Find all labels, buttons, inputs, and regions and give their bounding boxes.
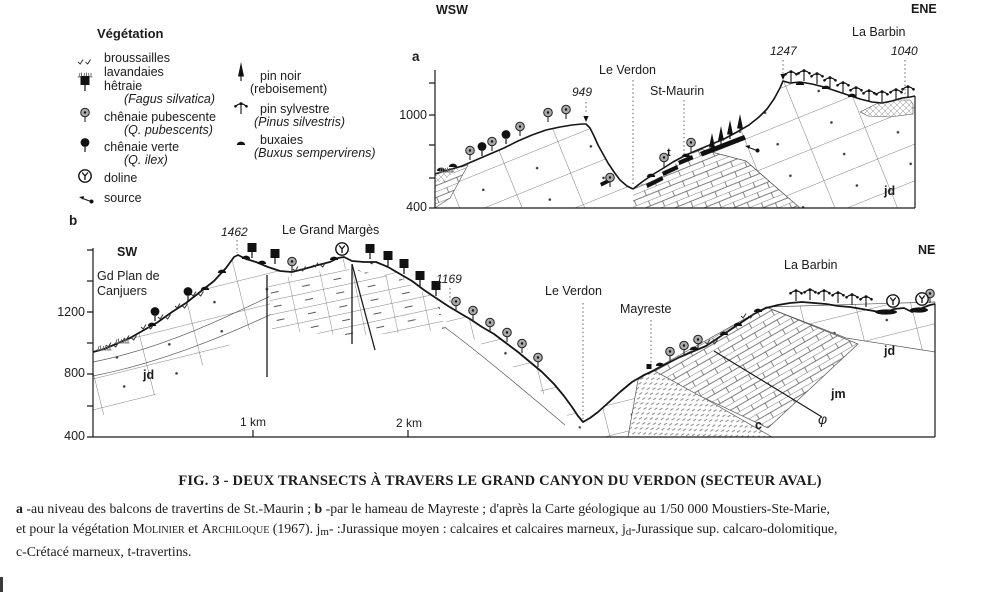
place-la-barbin-a: La Barbin (852, 25, 906, 39)
caption-text: -par le hameau de Mayreste ; d'après la Carte géologique au 1/50 000 Moustiers-Ste-Marie, (322, 501, 830, 516)
geo-label-t: t (667, 147, 671, 159)
caption-text: - :Jurassique moyen : calcaires et calcaires marneux, (328, 521, 622, 536)
section-letter-a: a (412, 49, 420, 64)
axis-b-400: 400 (64, 429, 85, 443)
legend-sub-reboisement: (reboisement) (250, 82, 328, 96)
caption-bold-a: a (16, 501, 23, 516)
legend-label: pin sylvestre (260, 102, 330, 116)
legend-label: source (104, 191, 142, 205)
geo-label-jd-b-right: jd (884, 344, 896, 358)
legend-latin-buxus: (Buxus sempervirens) (254, 146, 376, 160)
place-la-barbin-b: La Barbin (784, 258, 838, 272)
caption-geo-jd-sub: d (625, 526, 632, 538)
caption-bold-b: b (314, 501, 323, 516)
legend-label: chênaie verte (104, 140, 180, 154)
hetraie-icon (72, 78, 98, 93)
transect-a (429, 60, 915, 208)
source-icon (72, 190, 98, 205)
elevation-1040: 1040 (891, 44, 918, 58)
caption-line-1 (16, 501, 988, 517)
scale-1km: 1 km (240, 415, 267, 429)
figure-caption-title: FIG. 3 - DEUX TRANSECTS À TRAVERS LE GRAND CANYON DU VERDON (SECTEUR AVAL) (178, 473, 822, 489)
caption-line-2 (16, 521, 988, 538)
scan-artifact (0, 577, 3, 592)
place-le-verdon-a: Le Verdon (599, 63, 656, 77)
geo-label-jd-b-left: jd (143, 368, 155, 382)
pin-sylvestre-icon (228, 101, 254, 116)
elevation-1247: 1247 (770, 44, 797, 58)
mayreste-hamlet-symbol (647, 364, 652, 369)
scale-2km: 2 km (396, 416, 423, 430)
caption-geo-jm-sub: m (320, 526, 329, 538)
elevation-1462: 1462 (221, 225, 248, 239)
compass-sw: SW (117, 245, 138, 259)
caption-geo-jd: j (621, 521, 626, 536)
caption-text: -Jurassique sup. calcaro-dolomitique, (631, 521, 838, 536)
place-st-maurin: St-Maurin (650, 84, 705, 98)
legend-item-source (72, 190, 142, 205)
legend-label: chênaie pubescente (104, 110, 216, 124)
legend-item-buxaies (228, 132, 303, 147)
legend-item-broussailles (72, 50, 170, 65)
legend-item-hetraie (72, 78, 142, 93)
legend-label: buxaies (260, 133, 304, 147)
legend-label: pin noir (260, 69, 301, 83)
chenaie-verte-icon (72, 139, 98, 154)
place-mayreste: Mayreste (620, 302, 672, 316)
geo-label-phi: φ (818, 411, 828, 427)
legend-item-pin-noir (228, 68, 301, 83)
axis-b-1200: 1200 (57, 305, 85, 319)
legend-latin-pubescents: (Q. pubescents) (124, 123, 213, 137)
geo-label-jm: jm (831, 387, 846, 401)
legend-label: lavandaies (104, 65, 164, 79)
legend-label: doline (104, 171, 138, 185)
caption-geo-jm: j (316, 521, 321, 536)
doline-icon (72, 170, 98, 185)
buxaies-icon (228, 132, 254, 147)
chenaie-pubescente-icon (72, 109, 98, 124)
broussailles-icon (72, 50, 98, 65)
legend-item-doline (72, 170, 137, 185)
axis-b-800: 800 (64, 366, 85, 380)
legend-item-pin-sylvestre (228, 101, 329, 116)
axis-a-1000: 1000 (399, 108, 427, 122)
legend-latin-ilex: (Q. ilex) (124, 153, 168, 167)
geo-label-c: c (755, 418, 762, 432)
caption-line-3: c-Crétacé marneux, t-travertins. (16, 544, 192, 559)
caption-smallcaps-molinier: Molinier (132, 521, 185, 536)
place-gd-plan-line2: Canjuers (97, 284, 148, 298)
legend-latin-pinus: (Pinus silvestris) (254, 115, 345, 129)
compass-ene: ENE (911, 2, 937, 16)
caption-text: et (184, 521, 202, 536)
compass-ne: NE (918, 243, 936, 257)
place-grand-marges: Le Grand Margès (282, 223, 380, 237)
place-le-verdon-b: Le Verdon (545, 284, 602, 298)
caption-smallcaps-archiloque: Archiloque (201, 521, 270, 536)
geo-label-jd-a: jd (884, 184, 896, 198)
section-letter-b: b (69, 213, 78, 228)
place-gd-plan-line1: Gd Plan de (97, 269, 160, 283)
legend-title: Végétation (97, 26, 164, 41)
legend-label: hêtraie (104, 79, 143, 93)
elevation-1169: 1169 (436, 272, 462, 286)
legend-item-chenaie-verte (72, 139, 179, 154)
caption-text: (1967). (269, 521, 317, 536)
pin-noir-icon (228, 68, 254, 83)
legend-item-chenaie-pubescente (72, 109, 216, 124)
caption-text: et pour la végétation (16, 521, 133, 536)
axis-a-400: 400 (406, 200, 427, 214)
legend-label: broussailles (104, 51, 171, 65)
legend-latin-fagus: (Fagus silvatica) (124, 92, 215, 106)
elevation-949: 949 (572, 85, 593, 99)
caption-text: -au niveau des balcons de travertins de St.-Maurin ; (22, 501, 315, 516)
compass-wsw: WSW (436, 3, 468, 17)
